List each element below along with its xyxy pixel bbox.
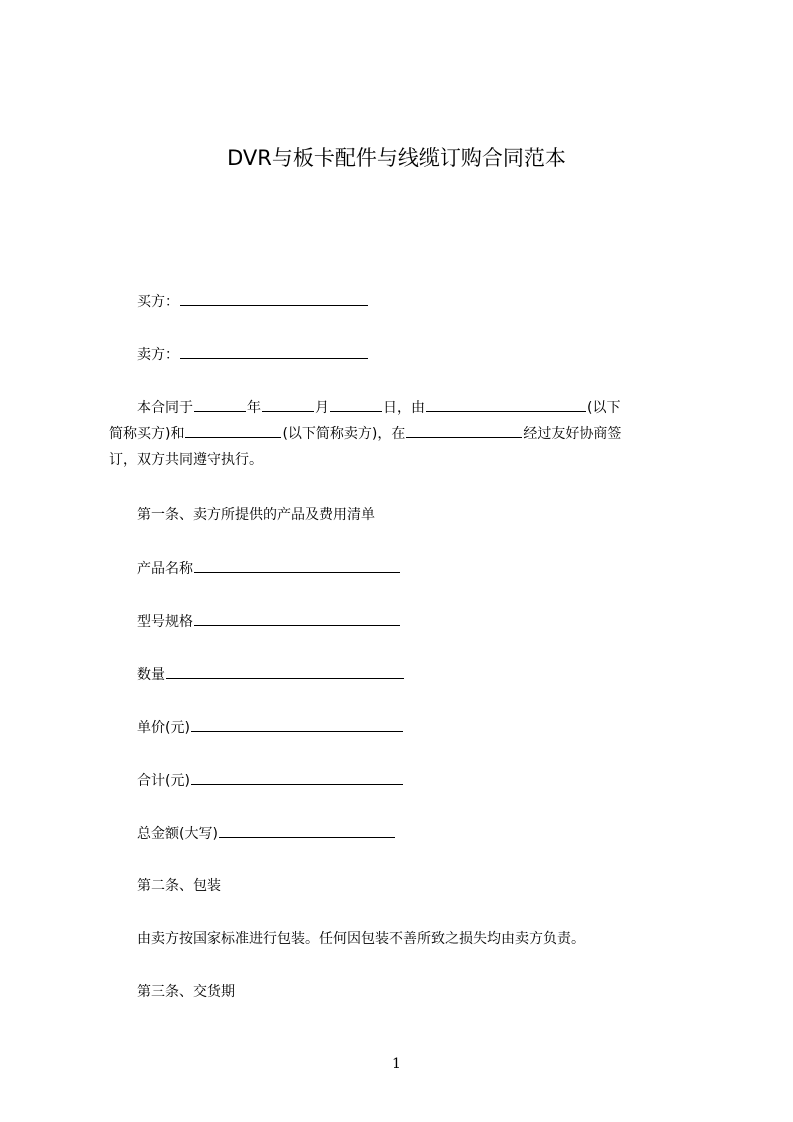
unit-price-label: 单价(元) (137, 720, 190, 736)
product-name-blank[interactable] (194, 558, 400, 573)
article-2-heading: 第二条、包装 (137, 878, 221, 894)
intro-text-agreement: 订，双方共同遵守执行。 (109, 452, 263, 468)
article-2-body: 由卖方按国家标准进行包装。任何因包装不善所致之损失均由卖方负责。 (137, 931, 585, 947)
quantity-line (137, 664, 405, 685)
quantity-blank[interactable] (166, 664, 404, 679)
intro-text-negotiation: 经过友好协商签 (523, 426, 622, 442)
intro-text-month: 月 (315, 400, 329, 416)
total-line (137, 770, 404, 791)
buyer-line (137, 291, 369, 312)
unit-price-line (137, 717, 404, 738)
page-number: 1 (392, 1056, 401, 1072)
intro-row-1 (109, 395, 705, 421)
article-3-heading: 第三条、交货期 (137, 984, 235, 1000)
intro-text-seller-abbrev: (以下简称卖方)，在 (282, 426, 406, 442)
day-blank[interactable] (330, 397, 382, 412)
model-line (137, 611, 401, 632)
place-blank[interactable] (406, 423, 522, 438)
seller-label: 卖方： (137, 347, 179, 363)
seller-line (137, 344, 369, 365)
buyer-label: 买方： (137, 294, 179, 310)
intro-text-buyer-abbrev: 简称买方)和 (109, 426, 185, 442)
intro-text-year: 年 (247, 400, 261, 416)
party-b-blank[interactable] (185, 423, 281, 438)
document-title: DVR与板卡配件与线缆订购合同范本 (227, 146, 566, 170)
party-a-blank[interactable] (426, 397, 586, 412)
article-1-heading: 第一条、卖方所提供的产品及费用清单 (137, 507, 375, 523)
year-blank[interactable] (194, 397, 246, 412)
quantity-label: 数量 (137, 667, 165, 683)
intro-text-day: 日，由 (383, 400, 425, 416)
intro-paragraph (109, 395, 705, 473)
buyer-blank[interactable] (180, 291, 368, 306)
total-caps-line (137, 823, 396, 844)
model-label: 型号规格 (137, 614, 193, 630)
product-name-label: 产品名称 (137, 561, 193, 577)
intro-row-2 (109, 421, 705, 447)
seller-blank[interactable] (180, 344, 368, 359)
total-caps-blank[interactable] (219, 823, 395, 838)
month-blank[interactable] (262, 397, 314, 412)
product-name-line (137, 558, 401, 579)
intro-text-date-prefix: 本合同于 (137, 400, 193, 416)
total-label: 合计(元) (137, 773, 190, 789)
total-caps-label: 总金额(大写) (137, 826, 218, 842)
intro-text-paren: (以下 (587, 400, 621, 416)
model-blank[interactable] (194, 611, 400, 626)
total-blank[interactable] (191, 770, 403, 785)
unit-price-blank[interactable] (191, 717, 403, 732)
intro-row-3 (109, 447, 705, 473)
